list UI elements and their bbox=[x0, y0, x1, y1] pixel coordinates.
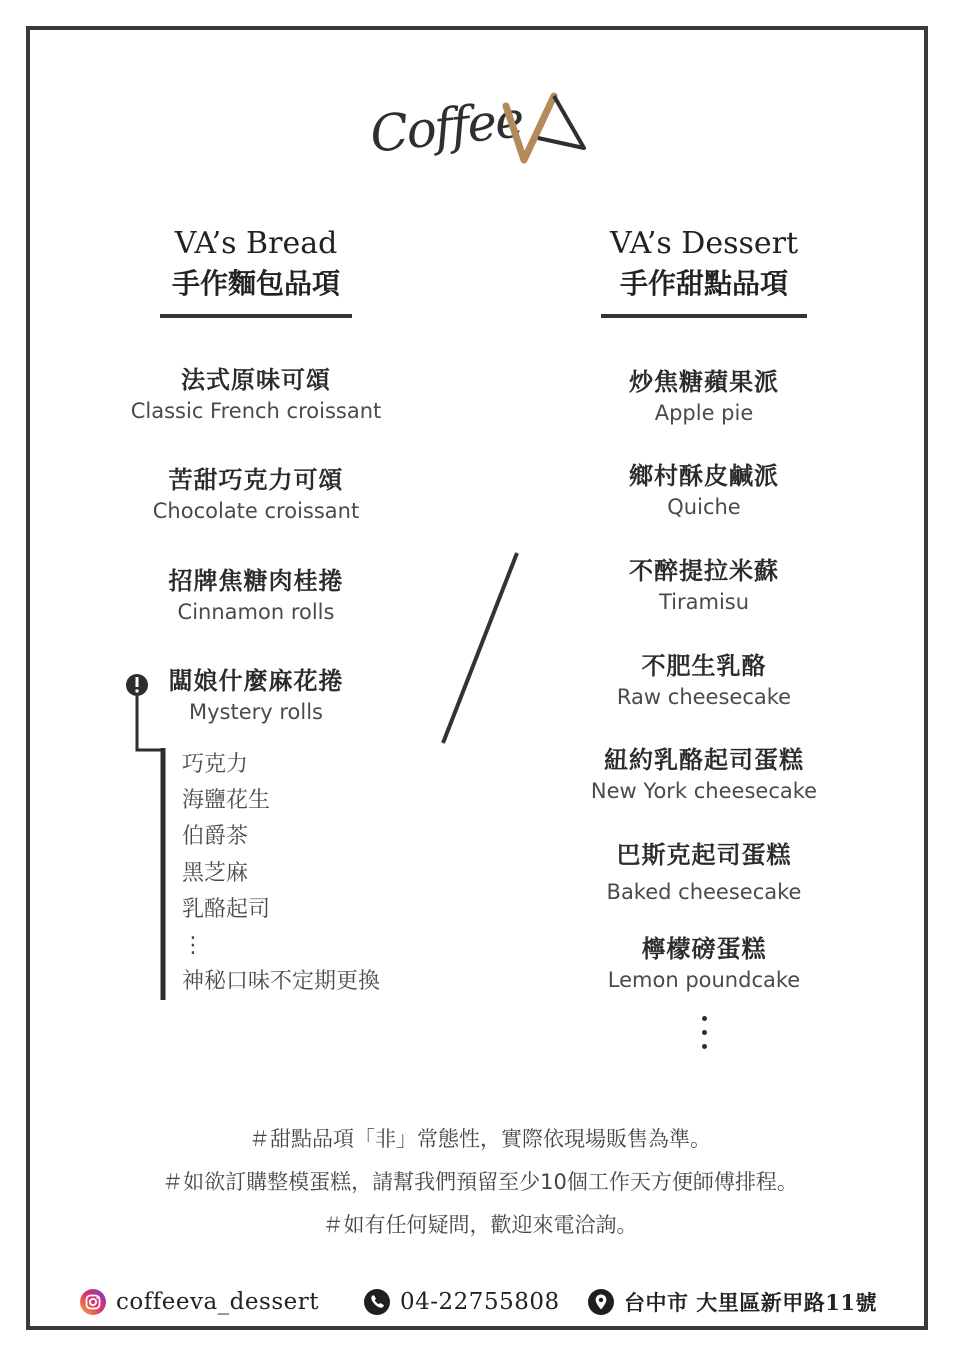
address-text: 台中市 大里區新甲路11號 bbox=[624, 1290, 878, 1315]
bread-item-en: Chocolate croissant bbox=[152, 499, 360, 523]
bread-item-en: Cinnamon rolls bbox=[177, 600, 335, 624]
flavor-item: 巧克力 bbox=[182, 752, 249, 777]
dessert-item-zh: 鄉村酥皮鹹派 bbox=[629, 462, 779, 490]
flavor-item: 乳酪起司 bbox=[182, 896, 271, 922]
bread-item bbox=[106, 464, 406, 526]
bread-header bbox=[156, 224, 356, 318]
phone-icon bbox=[364, 1289, 390, 1315]
dessert-header bbox=[596, 224, 812, 318]
dessert-item bbox=[554, 555, 854, 617]
dessert-item-zh: 紐約乳酪起司蛋糕 bbox=[604, 746, 804, 774]
note-line: ＃如有任何疑問，歡迎來電洽詢。 bbox=[322, 1213, 638, 1237]
note-line: ＃甜點品項「非」常態性，實際依現場販售為準。 bbox=[249, 1127, 711, 1151]
footer-phone[interactable] bbox=[364, 1282, 560, 1322]
dessert-item bbox=[554, 744, 854, 806]
bread-item-zh: 招牌焦糖肉桂捲 bbox=[168, 567, 344, 595]
dessert-item-zh: 檸檬磅蛋糕 bbox=[641, 935, 767, 963]
dessert-item-en: Apple pie bbox=[654, 401, 754, 425]
column-divider bbox=[440, 550, 522, 748]
footer-instagram[interactable] bbox=[80, 1282, 319, 1322]
flavor-list bbox=[182, 747, 380, 1000]
flavor-ellipsis: ⋮ bbox=[182, 932, 204, 958]
bread-item-zh: 闆娘什麼麻花捲 bbox=[168, 667, 344, 695]
flavor-item: 黑芝麻 bbox=[182, 860, 249, 886]
va-triangle-logo-icon bbox=[498, 88, 588, 168]
bread-item bbox=[106, 565, 406, 627]
location-pin-icon bbox=[588, 1289, 614, 1315]
bread-title-zh: 手作麵包品項 bbox=[171, 267, 340, 300]
dessert-item-zh: 不醉提拉米蘇 bbox=[629, 557, 779, 585]
instagram-icon bbox=[80, 1289, 106, 1315]
dessert-item-en: New York cheesecake bbox=[590, 779, 818, 803]
dessert-item-en: Baked cheesecake bbox=[606, 880, 802, 904]
footer-address[interactable] bbox=[588, 1282, 877, 1322]
dessert-item bbox=[554, 460, 854, 522]
flavor-bracket bbox=[126, 668, 176, 1008]
dessert-title-zh: 手作甜點品項 bbox=[619, 267, 788, 300]
bread-title-en: VA’s Bread bbox=[174, 226, 338, 261]
note-line: ＃如欲訂購整模蛋糕，請幫我們預留至少10個工作天方便師傅排程。 bbox=[162, 1170, 798, 1194]
dessert-item-en: Raw cheesecake bbox=[616, 685, 792, 709]
dessert-item bbox=[554, 933, 854, 995]
dessert-item bbox=[554, 650, 854, 712]
bread-item-en: Classic French croissant bbox=[130, 399, 382, 423]
dessert-item-zh: 炒焦糖蘋果派 bbox=[629, 368, 779, 396]
flavor-item: 神秘口味不定期更換 bbox=[182, 969, 381, 995]
flavor-item: 海鹽花生 bbox=[182, 788, 271, 814]
bread-header-rule bbox=[160, 314, 352, 318]
more-ellipsis-icon bbox=[694, 1016, 714, 1058]
phone-number: 04-22755808 bbox=[400, 1289, 560, 1315]
logo bbox=[367, 88, 590, 180]
dessert-item-en: Lemon poundcake bbox=[607, 968, 801, 992]
bread-item-en: Mystery rolls bbox=[188, 700, 323, 724]
bread-item bbox=[106, 364, 406, 426]
bread-item-zh: 法式原味可頌 bbox=[181, 366, 331, 394]
exclamation-icon bbox=[126, 674, 148, 696]
dessert-title-en: VA’s Dessert bbox=[609, 226, 799, 261]
dessert-item-en: Quiche bbox=[667, 495, 741, 519]
flavor-item: 伯爵茶 bbox=[182, 824, 249, 850]
dessert-item bbox=[554, 839, 854, 907]
dessert-item-zh: 巴斯克起司蛋糕 bbox=[616, 841, 792, 869]
dessert-item-zh: 不肥生乳酪 bbox=[641, 652, 767, 680]
instagram-handle: coffeeva_dessert bbox=[116, 1289, 319, 1315]
dessert-item-en: Tiramisu bbox=[658, 590, 750, 614]
dessert-item bbox=[554, 366, 854, 428]
notes bbox=[60, 1118, 900, 1247]
logo-text: Coffee bbox=[367, 90, 526, 164]
bread-item-zh: 苦甜巧克力可頌 bbox=[168, 466, 344, 494]
dessert-header-rule bbox=[601, 314, 807, 318]
